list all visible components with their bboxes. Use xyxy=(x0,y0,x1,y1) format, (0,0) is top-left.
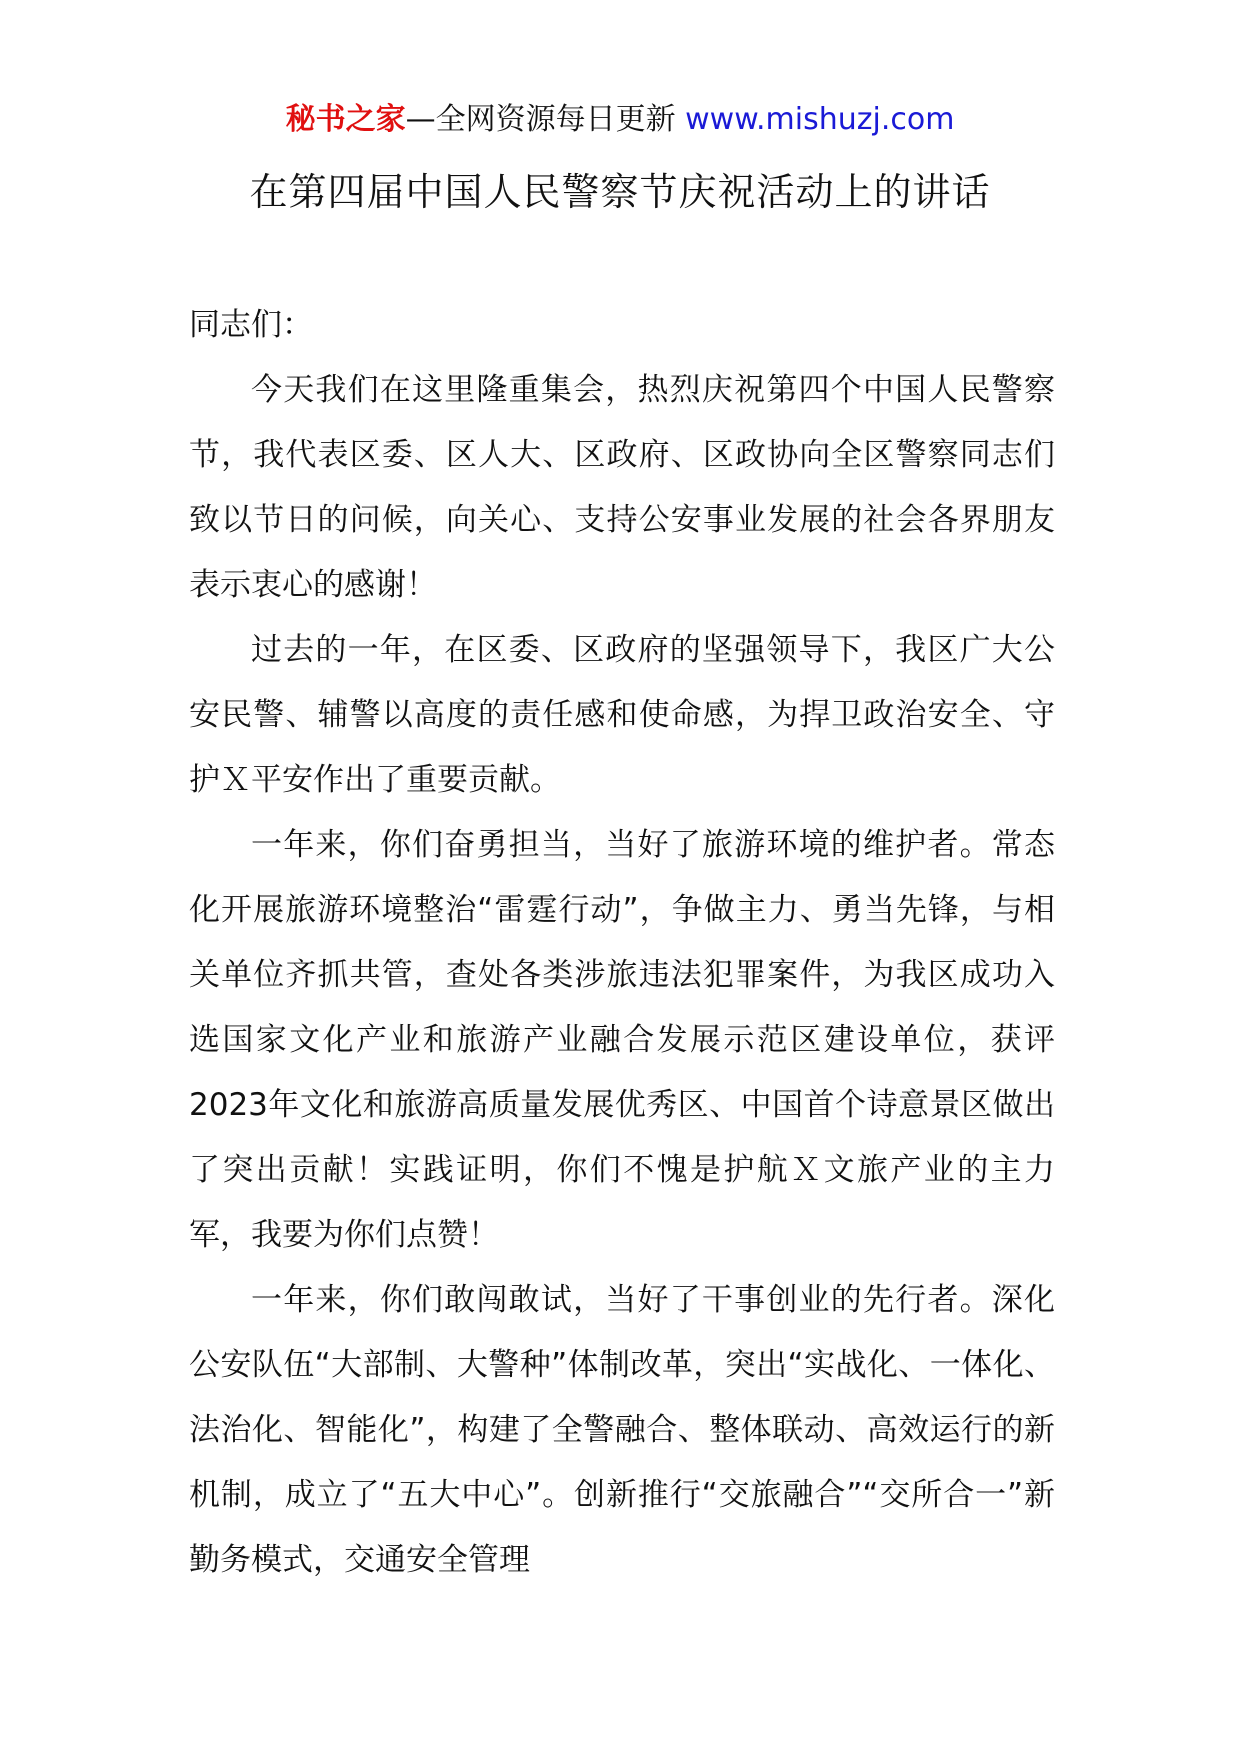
paragraph: 今天我们在这里隆重集会，热烈庆祝第四个中国人民警察节，我代表区委、区人大、区政府、区政协向全区警察同志们致以节日的问候，向关心、支持公安事业发展的社会各界朋友表示衷心的感谢！ xyxy=(189,372,1055,603)
site-header xyxy=(0,100,1240,140)
paragraph: 一年来，你们奋勇担当，当好了旅游环境的维护者。常态化开展旅游环境整治“雷霆行动”，争做主力、勇当先锋，与相关单位齐抓共管，查处各类涉旅违法犯罪案件，为我区成功入选国家文化产业和旅游产业融合发展示范区建设单位，获评2023年文化和旅游高质量发展优秀区、中国首个诗意景区做出了突出贡献！实践证明，你们不愧是护航Ｘ文旅产业的主力军，我要为你们点赞！ xyxy=(189,827,1055,1253)
salutation: 同志们： xyxy=(189,307,313,343)
document-title: 在第四届中国人民警察节庆祝活动上的讲话 xyxy=(249,170,991,214)
header-tagline: —全网资源每日更新 xyxy=(405,102,676,137)
paragraph: 一年来，你们敢闯敢试，当好了干事创业的先行者。深化公安队伍“大部制、大警种”体制改革，突出“实战化、一体化、法治化、智能化”，构建了全警融合、整体联动、高效运行的新机制，成立了“五大中心”。创新推行“交旅融合”“交所合一”新勤务模式，交通安全管理 xyxy=(189,1282,1055,1578)
site-url-link[interactable]: www.mishuzj.com xyxy=(685,102,955,137)
brand-name: 秘书之家 xyxy=(285,102,406,137)
document-body xyxy=(189,293,1055,1593)
paragraph: 过去的一年，在区委、区政府的坚强领导下，我区广大公安民警、辅警以高度的责任感和使命感，为捍卫政治安全、守护Ｘ平安作出了重要贡献。 xyxy=(189,632,1055,798)
